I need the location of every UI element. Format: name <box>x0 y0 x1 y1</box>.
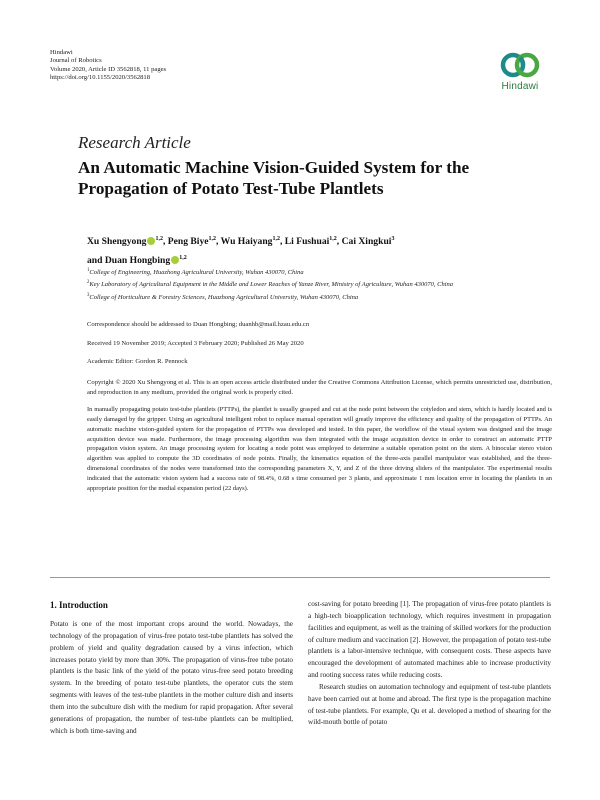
author-name: Cai Xingkui <box>341 236 392 248</box>
affiliation-list <box>87 266 557 303</box>
section-heading: 1. Introduction <box>50 600 108 610</box>
author-list: Xu Shengyong $^{1,2}$, Peng Biye$^{1,2}$, Wu Haiyang$^{1,2}$, Li Fushuai$^{1,2}$, Cai Xingkui$^3$ and Duan Hongbing $^{1,2}$ <box>87 236 395 267</box>
article-type: Research Article <box>78 133 191 152</box>
volume-line: Volume 2020, Article ID 3562818, 11 pages <box>50 65 167 73</box>
publication-dates: Received 19 November 2019; Accepted 3 February 2020; Published 26 May 2020 <box>87 340 304 347</box>
author-affiliation-marker: 1,2 <box>272 236 280 242</box>
journal-metadata <box>50 49 166 83</box>
affiliation-item: $^3$College of Horticulture & Forestry Sciences, Huazhong Agricultural University, Wuhan 430070, China <box>87 292 359 301</box>
hindawi-logo-icon <box>500 50 540 80</box>
article-title: An Automatic Machine Vision-Guided System for the Propagation of Potato Test-Tube Plantlets <box>78 158 470 198</box>
author-name: Xu Shengyong <box>87 236 147 248</box>
abstract: In manually propagating potato test-tube plantlets (PTTPs), the plantlet is usually grasped and cut at the node point between the cotyledon and stem, which is hardly located and is easily damaged by the gripper. Using an agricultural intelligent robot to replace manual operation will greatly improve the efficiency and quality of the propagation of PTTPs. An automatic machine vision-guided system for the propagation of PTTPs was developed and tested. In this paper, the workflow of the visual system was designed and the image acquisition device was made. Furthermore, the image processing algorithm was then integrated with the image acquisition device in order to construct an automatic PTTP propagation vision system. An image processing system for locating a node point was employed to determine a suitable operation point on the stem. A binocular stereo vision algorithm was applied to compute the 3D coordinates of node points. Finally, the kinematics equation of the three-axis parallel manipulator was established, and the three-dimensional coordinates of the nodes were transformed into the corresponding parameters X, Y, and Z of the three driving sliders of the manipulator. The experimental results indicated that the automatic vision system had a success rate of 98.4%, 0.68 s time consumed per 3 plants, and approximate 1 mm location error in locating the plantlets in an appropriate position for the medial expansion period (22 days). <box>87 406 552 492</box>
paragraph: cost-saving for potato breeding [1]. The propagation of virus-free potato plantlets is a high-tech bioapplication technology, which requires investment in propagation facilities and equipment, as well as the training of skilled workers for the production of culture medium and vaccination [2]. However, the propagation of potato test-tube plantlets is a labor-intensive technique, with consequent costs. These aspects have encouraged the development of automated machines able to increase productivity and rooting success rates while reducing costs. <box>308 600 551 680</box>
affiliation-item: $^2$Key Laboratory of Agricultural Equipment in the Middle and Lower Reaches of Yanze River, Ministry of Agriculture, Wuhan 430070, China <box>87 280 454 289</box>
doi-link[interactable]: https://doi.org/10.1155/2020/3562818 <box>50 74 151 82</box>
body-column-left <box>50 619 293 737</box>
author-name: Peng Biye <box>167 236 209 248</box>
author-affiliation-marker: 1,2 <box>329 236 337 242</box>
author-name: Li Fushuai <box>284 236 330 248</box>
author-affiliation-marker: 3 <box>391 236 395 242</box>
body-column-right <box>308 599 551 729</box>
correspondence: Correspondence should be addressed to Duan Hongbing; duanhb@mail.hzau.edu.cn <box>87 321 310 328</box>
logo-wordmark: Hindawi <box>501 81 539 92</box>
copyright-notice: Copyright © 2020 Xu Shengyong et al. This is an open access article distributed under the Creative Commons Attribution License, which permits unrestricted use, distribution, and reproduction in any medium, provided the original work is properly cited. <box>87 379 552 396</box>
author-name: and Duan Hongbing <box>87 255 171 267</box>
affiliation-item: $^1$College of Engineering, Huazhong Agricultural University, Wuhan 430070, China <box>87 268 304 277</box>
journal-name: Journal of Robotics <box>50 57 102 65</box>
academic-editor: Academic Editor: Gordon R. Pennock <box>87 358 188 365</box>
hindawi-logo <box>493 50 547 92</box>
section-divider <box>50 577 550 578</box>
paragraph: Potato is one of the most important crops around the world. Nowadays, the technology of the propagation of virus-free potato test-tube plantlets has solved the problem of yield and quality degradation caused by a virus infection, which increases potato yield by more than 30%. The propagation of virus-free tube potato plantlets is the basic link of the yield of the potato virus-free seed potato breeding system. In the breeding of potato test-tube plantlets, the operator cuts the stem segments with leaves of the test-tube plantlets in the mother culture dish and inserts them into the subculture dish with the medium for rapid propagation. After several generations of propagation, the number of test-tube plantlets can be multiplied, which is both time-saving and <box>50 620 293 735</box>
author-affiliation-marker: 1,2 <box>179 255 187 262</box>
author-affiliation-marker: 1,2 <box>155 236 163 242</box>
author-affiliation-marker: 1,2 <box>208 236 217 242</box>
paragraph: Research studies on automation technology and equipment of test-tube plantlets have been carried out at home and abroad. The first type is the propagation machine of test-tube plantlets. For example, Qu et al. developed a method of shearing for the wild-mouth bottle of potato <box>308 682 551 727</box>
publisher-name: Hindawi <box>50 49 73 56</box>
orcid-icon[interactable] <box>171 256 179 264</box>
author-name: Wu Haiyang <box>220 236 273 248</box>
